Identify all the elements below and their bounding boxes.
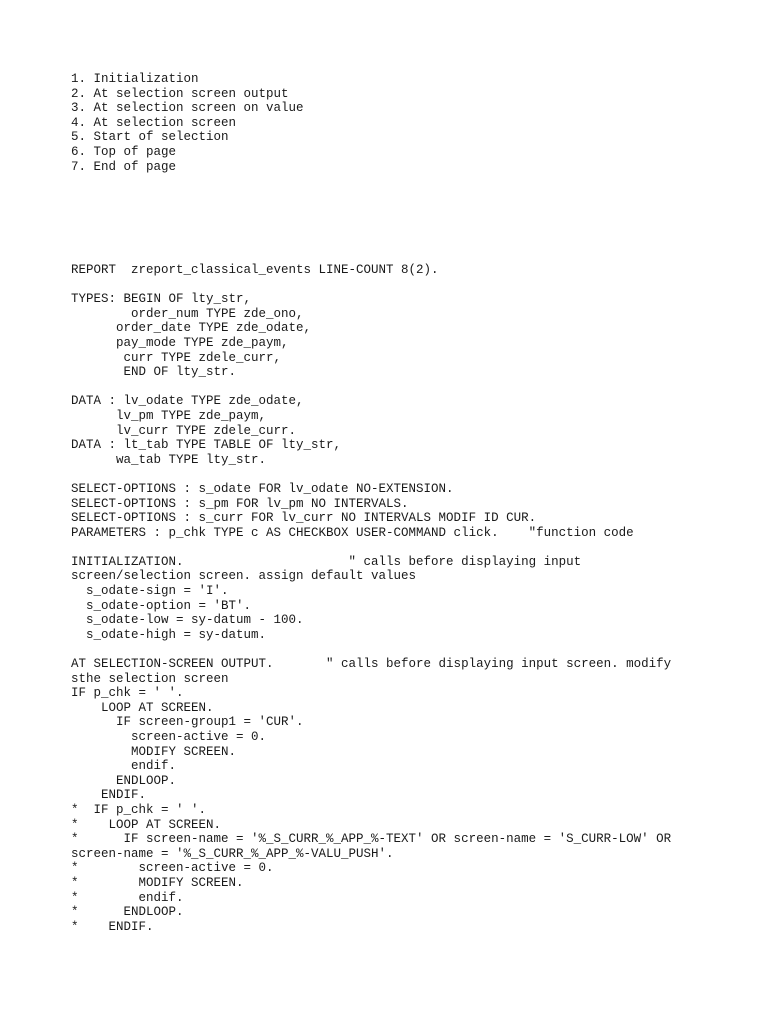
code-line: s_odate-option = 'BT'.	[71, 598, 252, 613]
code-line	[71, 642, 671, 657]
code-line: * IF p_chk = ' '.	[71, 802, 207, 817]
event-list-item-line: 6. Top of page	[71, 144, 177, 159]
code-line: * MODIFY SCREEN.	[71, 875, 244, 890]
events-list	[71, 72, 304, 174]
code-line: * endif.	[71, 890, 184, 905]
code-line: REPORT zreport_classical_events LINE-COUNT 8(2).	[71, 263, 439, 277]
code-line: wa_tab TYPE lty_str.	[71, 452, 267, 467]
code-line	[71, 540, 671, 555]
code-line: SELECT-OPTIONS : s_curr FOR lv_curr NO INTERVALS MODIF ID CUR.	[71, 511, 537, 526]
code-line: INITIALIZATION. " calls before displaying input	[71, 554, 582, 569]
code-line: pay_mode TYPE zde_paym,	[71, 335, 289, 350]
event-list-item-line: 1. Initialization	[71, 72, 199, 86]
code-line: s_odate-sign = 'I'.	[71, 584, 229, 599]
code-line: * LOOP AT SCREEN.	[71, 817, 222, 832]
code-line: SELECT-OPTIONS : s_pm FOR lv_pm NO INTERVALS.	[71, 496, 409, 511]
code-line: screen-name = '%_S_CURR_%_APP_%-VALU_PUSH'.	[71, 846, 394, 861]
code-line: IF p_chk = ' '.	[71, 686, 184, 701]
code-line: * ENDIF.	[71, 919, 154, 934]
code-line	[71, 467, 671, 482]
code-line: IF screen-group1 = 'CUR'.	[71, 715, 304, 730]
code-line: END OF lty_str.	[71, 365, 237, 380]
code-line: s_odate-low = sy-datum - 100.	[71, 613, 304, 628]
event-list-item-line: 5. Start of selection	[71, 130, 229, 145]
code-line: ENDIF.	[71, 788, 147, 803]
code-line: SELECT-OPTIONS : s_odate FOR lv_odate NO-EXTENSION.	[71, 481, 454, 496]
code-line: order_date TYPE zde_odate,	[71, 321, 312, 336]
code-line: TYPES: BEGIN OF lty_str,	[71, 292, 252, 307]
event-list-item-line: 3. At selection screen on value	[71, 101, 304, 116]
code-line: LOOP AT SCREEN.	[71, 700, 214, 715]
code-line: lv_curr TYPE zdele_curr.	[71, 423, 297, 438]
code-line: curr TYPE zdele_curr,	[71, 350, 282, 365]
code-line: screen/selection screen. assign default values	[71, 569, 417, 584]
code-line: s_odate-high = sy-datum.	[71, 627, 267, 642]
code-line: screen-active = 0.	[71, 730, 267, 744]
code-line: endif.	[71, 759, 177, 774]
code-line	[71, 278, 671, 293]
code-line: DATA : lv_odate TYPE zde_odate,	[71, 394, 304, 409]
abap-code-block	[71, 263, 671, 934]
event-list-item-line: 4. At selection screen	[71, 115, 237, 130]
event-list-item-line: 7. End of page	[71, 159, 177, 174]
code-line: * screen-active = 0.	[71, 861, 274, 876]
code-line: MODIFY SCREEN.	[71, 744, 237, 759]
code-line: * ENDLOOP.	[71, 905, 184, 920]
code-line: AT SELECTION-SCREEN OUTPUT. " calls before displaying input screen. modify	[71, 657, 672, 672]
code-line: sthe selection screen	[71, 671, 229, 686]
code-line: ENDLOOP.	[71, 773, 177, 788]
code-line	[71, 380, 671, 395]
code-line: lv_pm TYPE zde_paym,	[71, 408, 267, 423]
code-line: order_num TYPE zde_ono,	[71, 306, 304, 321]
code-line: PARAMETERS : p_chk TYPE c AS CHECKBOX USER-COMMAND click. "function code	[71, 525, 634, 540]
event-list-item-line: 2. At selection screen output	[71, 86, 289, 101]
code-line: DATA : lt_tab TYPE TABLE OF lty_str,	[71, 438, 342, 453]
code-line: * IF screen-name = '%_S_CURR_%_APP_%-TEXT' OR screen-name = 'S_CURR-LOW' OR	[71, 832, 672, 847]
